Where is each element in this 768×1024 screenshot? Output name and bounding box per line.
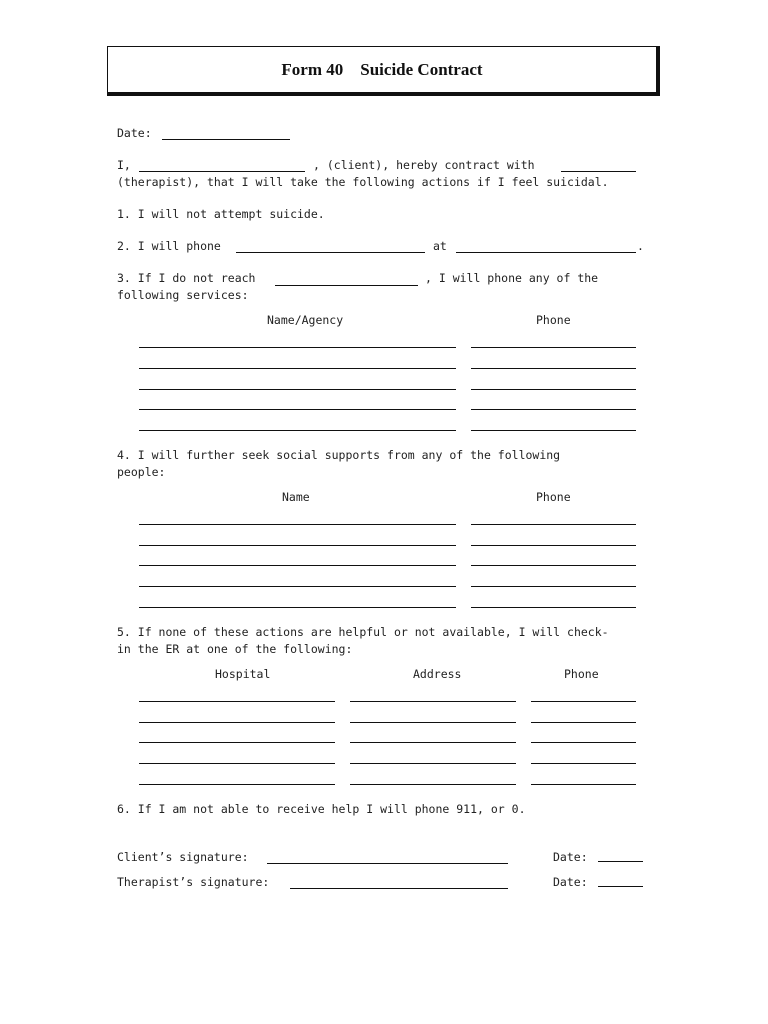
er-address-field[interactable]	[350, 701, 516, 702]
er-phone-header: Phone	[564, 667, 599, 681]
service-phone-field[interactable]	[471, 430, 636, 431]
service-name-field[interactable]	[139, 368, 456, 369]
er-address-field[interactable]	[350, 763, 516, 764]
client-signature-label: Client’s signature:	[117, 850, 249, 864]
item-3-text: 3. If I do not reach	[117, 271, 256, 285]
support-name-field[interactable]	[139, 545, 456, 546]
therapist-date-label: Date:	[553, 875, 588, 889]
item-2-at: at	[433, 239, 447, 253]
date-label: Date:	[117, 126, 152, 140]
contract-text-line2: (therapist), that I will take the following actions if I feel suicidal.	[117, 175, 609, 189]
phone-number-field[interactable]	[456, 252, 636, 253]
service-phone-field[interactable]	[471, 347, 636, 348]
er-phone-field[interactable]	[531, 742, 636, 743]
item-3-text-c: following services:	[117, 288, 249, 302]
contract-text-i: I,	[117, 158, 131, 172]
client-signature-field[interactable]	[267, 863, 508, 864]
form-title: Form 40 Suicide Contract	[281, 60, 483, 79]
service-phone-field[interactable]	[471, 409, 636, 410]
item-5-text-b: in the ER at one of the following:	[117, 642, 353, 656]
item-5-text: 5. If none of these actions are helpful or not available, I will check-	[117, 625, 609, 639]
er-hospital-field[interactable]	[139, 722, 335, 723]
item-2-text: 2. I will phone	[117, 239, 221, 253]
er-phone-field[interactable]	[531, 701, 636, 702]
er-address-field[interactable]	[350, 784, 516, 785]
therapist-date-field[interactable]	[598, 886, 643, 887]
support-phone-field[interactable]	[471, 545, 636, 546]
contract-text-client: , (client), hereby contract with	[313, 158, 535, 172]
service-phone-field[interactable]	[471, 389, 636, 390]
er-hospital-field[interactable]	[139, 763, 335, 764]
support-name-field[interactable]	[139, 524, 456, 525]
client-date-label: Date:	[553, 850, 588, 864]
er-hospital-field[interactable]	[139, 701, 335, 702]
support-name-field[interactable]	[139, 565, 456, 566]
er-phone-field[interactable]	[531, 722, 636, 723]
item-1-text: 1. I will not attempt suicide.	[117, 207, 325, 221]
service-name-field[interactable]	[139, 430, 456, 431]
support-phone-field[interactable]	[471, 607, 636, 608]
support-phone-field[interactable]	[471, 524, 636, 525]
phone-contact-field[interactable]	[236, 252, 425, 253]
therapist-name-field[interactable]	[561, 171, 636, 172]
er-phone-field[interactable]	[531, 763, 636, 764]
er-hospital-header: Hospital	[215, 667, 271, 681]
er-address-field[interactable]	[350, 722, 516, 723]
er-hospital-field[interactable]	[139, 742, 335, 743]
er-address-header: Address	[413, 667, 462, 681]
service-name-field[interactable]	[139, 347, 456, 348]
er-phone-field[interactable]	[531, 784, 636, 785]
supports-name-header: Name	[282, 490, 310, 504]
service-name-field[interactable]	[139, 389, 456, 390]
support-name-field[interactable]	[139, 586, 456, 587]
item-4-text-b: people:	[117, 465, 166, 479]
service-name-field[interactable]	[139, 409, 456, 410]
services-phone-header: Phone	[536, 313, 571, 327]
support-name-field[interactable]	[139, 607, 456, 608]
item-3-text-b: , I will phone any of the	[425, 271, 599, 285]
therapist-signature-field[interactable]	[290, 888, 508, 889]
form-title-box	[107, 46, 660, 96]
item-2-period: .	[637, 239, 644, 253]
therapist-signature-label: Therapist’s signature:	[117, 875, 270, 889]
client-name-field[interactable]	[139, 171, 305, 172]
support-phone-field[interactable]	[471, 586, 636, 587]
client-date-field[interactable]	[598, 861, 643, 862]
service-phone-field[interactable]	[471, 368, 636, 369]
supports-phone-header: Phone	[536, 490, 571, 504]
support-phone-field[interactable]	[471, 565, 636, 566]
reach-contact-field[interactable]	[275, 285, 418, 286]
er-hospital-field[interactable]	[139, 784, 335, 785]
date-field[interactable]	[162, 139, 290, 140]
services-name-header: Name/Agency	[267, 313, 344, 327]
item-6-text: 6. If I am not able to receive help I will phone 911, or 0.	[117, 802, 526, 816]
item-4-text: 4. I will further seek social supports from any of the following	[117, 448, 561, 462]
er-address-field[interactable]	[350, 742, 516, 743]
